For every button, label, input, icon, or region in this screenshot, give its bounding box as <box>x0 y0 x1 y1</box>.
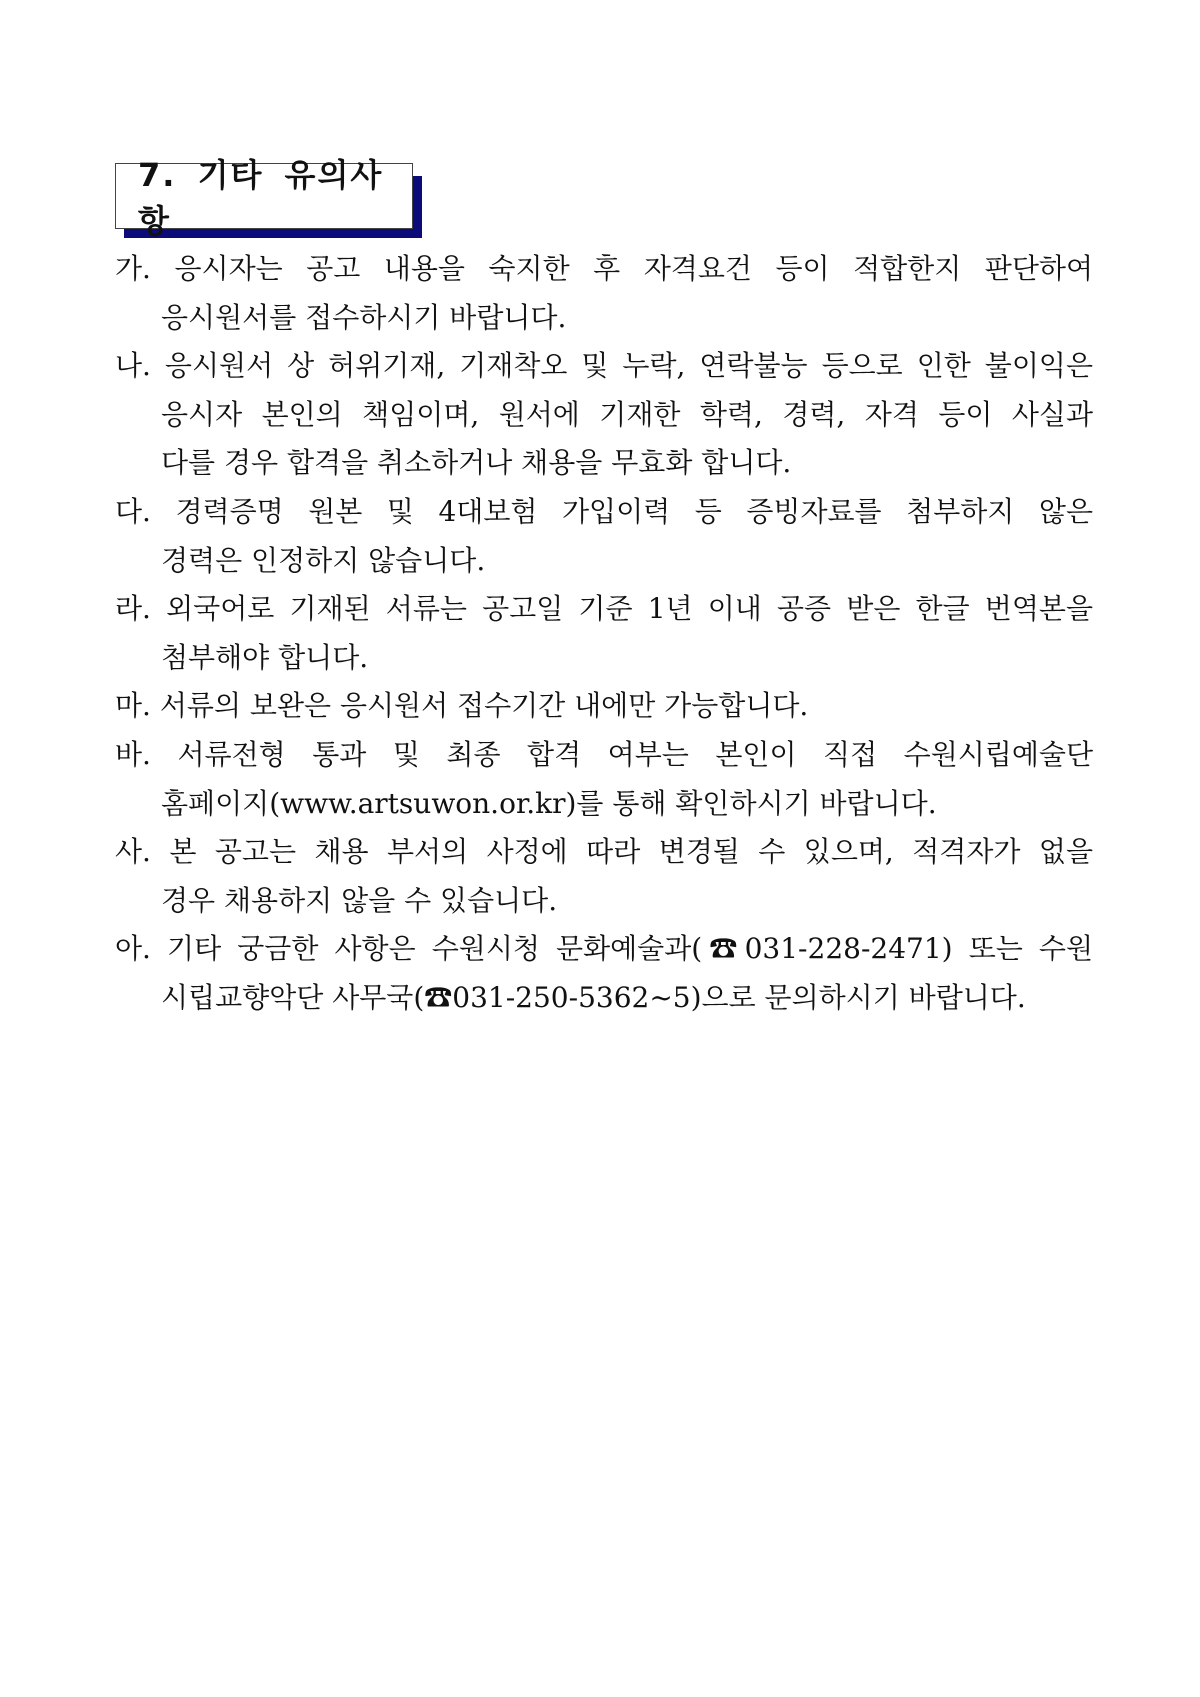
notice-item-continuation: 응시원서를 접수하시기 바랍니다. <box>161 300 567 334</box>
notice-list <box>115 245 1093 1023</box>
notice-item-continuation: 경우 채용하지 않을 수 있습니다. <box>161 883 558 917</box>
notice-item <box>115 245 1093 342</box>
notice-item-continuation: 첨부해야 합니다. <box>161 640 369 674</box>
notice-item-text: 다. 경력증명 원본 및 4대보험 가입이력 등 증빙자료를 첨부하지 않은 <box>115 494 1093 528</box>
notice-item <box>115 342 1093 488</box>
notice-item-continuation: 응시자 본인의 책임이며, 원서에 기재한 학력, 경력, 자격 등이 사실과 <box>161 397 1093 431</box>
section-title-box <box>115 156 413 240</box>
notice-item <box>115 731 1093 828</box>
notice-item-text: 바. 서류전형 통과 및 최종 합격 여부는 본인이 직접 수원시립예술단 <box>115 737 1093 771</box>
notice-item-text: 아. 기타 궁금한 사항은 수원시청 문화예술과(☎031-228-2471) 또는 수원 <box>115 932 1093 966</box>
notice-item <box>115 828 1093 925</box>
notice-item-continuation: 홈페이지(www.artsuwon.or.kr)를 통해 확인하시기 바랍니다. <box>161 786 937 820</box>
section-title: 7. 기타 유의사항 <box>138 156 384 240</box>
notice-item <box>115 925 1093 1022</box>
notice-item <box>115 488 1093 585</box>
notice-item <box>115 682 1093 731</box>
notice-item-text: 마. 서류의 보완은 응시원서 접수기간 내에만 가능합니다. <box>115 689 809 723</box>
notice-item-text: 라. 외국어로 기재된 서류는 공고일 기준 1년 이내 공증 받은 한글 번역본을 <box>115 592 1093 626</box>
notice-item <box>115 585 1093 682</box>
notice-item-text: 가. 응시자는 공고 내용을 숙지한 후 자격요건 등이 적합한지 판단하여 <box>115 252 1093 285</box>
notice-item-text: 사. 본 공고는 채용 부서의 사정에 따라 변경될 수 있으며, 적격자가 없을 <box>115 835 1093 869</box>
notice-item-continuation: 경력은 인정하지 않습니다. <box>161 543 486 577</box>
notice-item-text: 나. 응시원서 상 허위기재, 기재착오 및 누락, 연락불능 등으로 인한 불이익은 <box>115 349 1093 383</box>
notice-item-continuation: 다를 경우 합격을 취소하거나 채용을 무효화 합니다. <box>161 446 792 480</box>
notice-item-continuation: 시립교향악단 사무국(☎031-250-5362~5)으로 문의하시기 바랍니다. <box>161 980 1026 1014</box>
